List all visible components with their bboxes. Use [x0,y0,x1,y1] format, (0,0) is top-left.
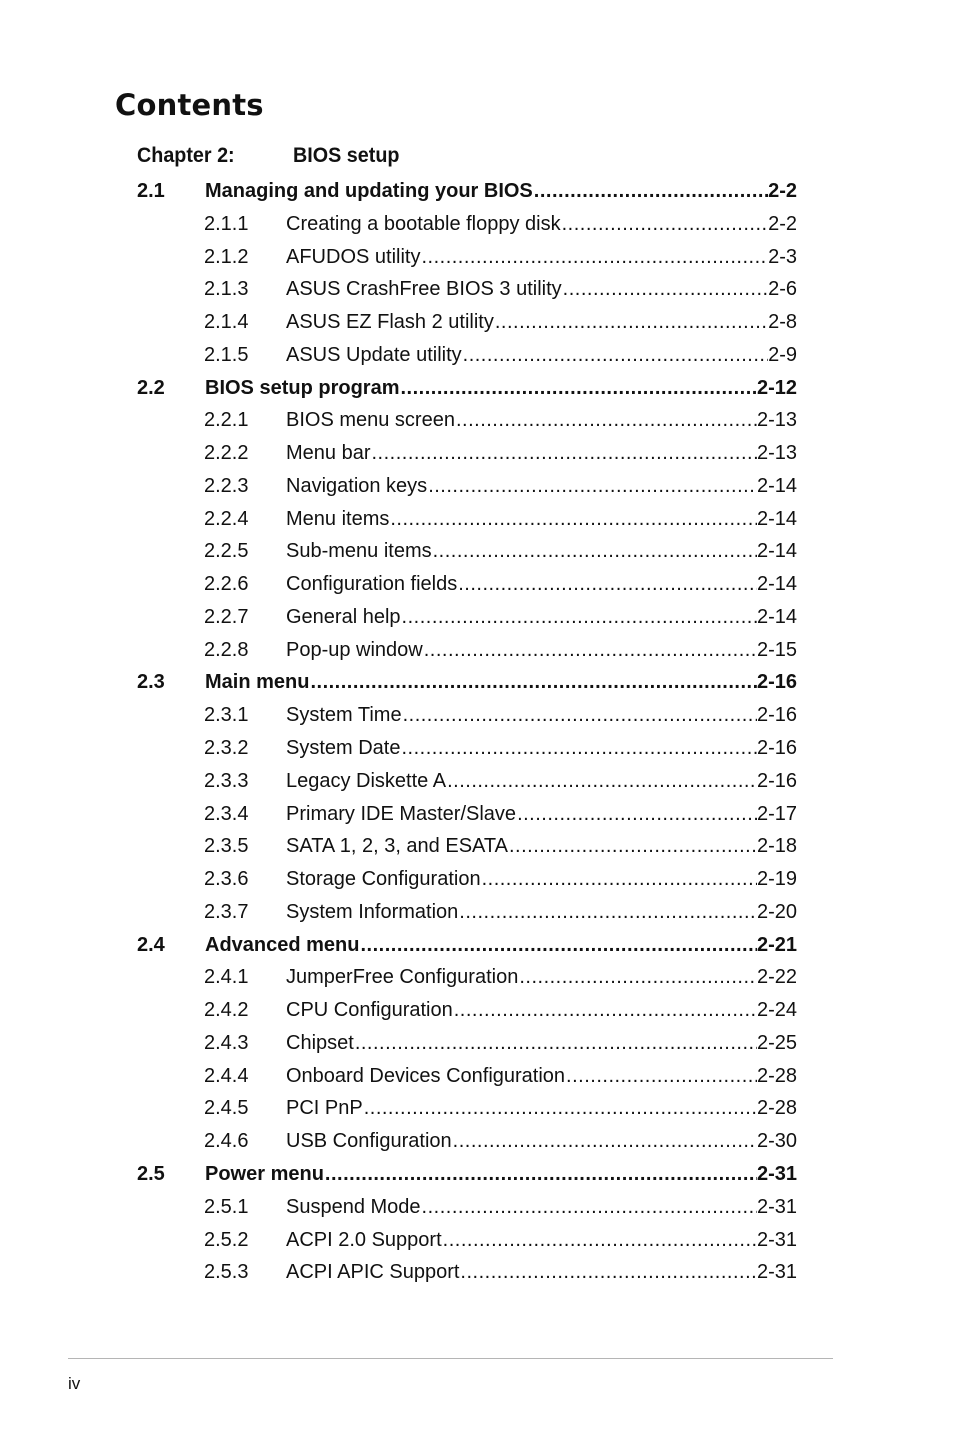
toc-subsection-entry [137,208,797,241]
toc-entry-line [286,470,797,503]
toc-entry-title: Managing and updating your BIOS [205,180,533,202]
toc-entry-page: 2-15 [756,638,797,661]
toc-subsection-entry [137,1060,797,1093]
toc-entry-line [205,175,797,208]
toc-entry-line [286,1191,797,1224]
toc-entry-title: Onboard Devices Configuration [286,1064,566,1087]
toc-subsection-entry [137,404,797,437]
toc-entry-page: 2-31 [756,1195,797,1218]
page-number: iv [68,1374,81,1393]
toc-entry-title: Power menu [205,1162,324,1185]
toc-entry-number: 2.5 [137,1162,165,1185]
toc-entry-page: 2-24 [756,999,797,1022]
toc-entry-number: 2.1 [137,180,165,202]
toc-entry-page: 2-16 [756,671,797,694]
toc-entry-title: Creating a bootable floppy disk [286,212,561,235]
toc-entry-title: ASUS Update utility [286,343,462,366]
toc-entry-page: 2-22 [756,966,797,989]
toc-entry-number: 2.5.2 [204,1228,249,1251]
page-title: Contents [115,88,264,122]
dot-leader [516,798,757,831]
toc-entry-line [286,1027,797,1060]
toc-entry-line [286,863,797,896]
toc-subsection-entry [137,798,797,831]
toc-entry-number: 2.3.6 [204,868,249,891]
dot-leader [562,273,768,306]
toc-entry-title: ASUS EZ Flash 2 utility [286,311,494,334]
toc-entry-title: Configuration fields [286,573,458,596]
toc-entry-page: 2-6 [768,278,797,301]
toc-entry-page: 2-30 [756,1130,797,1153]
dot-leader [354,1027,757,1060]
toc-subsection-entry [137,961,797,994]
dot-leader [402,699,757,732]
toc-entry-number: 2.1.3 [204,278,249,301]
dot-leader [359,929,756,962]
toc-entry-page: 2-14 [756,507,797,530]
toc-entry-line [205,929,797,962]
toc-subsection-entry [137,830,797,863]
toc-entry-line [286,732,797,765]
toc-entry-number: 2.2.8 [204,638,249,661]
table-of-contents [137,175,797,1289]
footer-divider [68,1358,833,1359]
toc-entry-title: Advanced menu [205,933,360,956]
dot-leader [371,437,757,470]
toc-subsection-entry [137,470,797,503]
toc-entry-page: 2-31 [756,1162,797,1185]
chapter-name: BIOS setup [293,144,400,167]
toc-entry-page: 2-13 [756,409,797,432]
toc-entry-page: 2-31 [756,1228,797,1251]
toc-entry-line [286,1224,797,1257]
toc-entry-title: System Date [286,737,401,760]
toc-entry-line [286,404,797,437]
toc-entry-page: 2-16 [756,737,797,760]
toc-entry-title: Menu items [286,507,390,530]
toc-subsection-entry [137,1027,797,1060]
toc-entry-number: 2.1.5 [204,343,249,366]
toc-entry-page: 2-16 [756,769,797,792]
dot-leader [401,601,757,634]
dot-leader [462,339,768,372]
dot-leader [400,732,756,765]
dot-leader [565,1060,757,1093]
toc-entry-page: 2-3 [768,245,797,268]
dot-leader [423,634,757,667]
toc-entry-line [286,601,797,634]
chapter-heading [137,144,399,168]
toc-entry-line [286,273,797,306]
toc-entry-title: Main menu [205,671,310,694]
toc-entry-number: 2.5.3 [204,1261,249,1284]
toc-entry-number: 2.3.3 [204,769,249,792]
toc-subsection-entry [137,863,797,896]
dot-leader [458,896,757,929]
toc-entry-title: BIOS setup program [205,376,400,399]
toc-entry-page: 2-14 [756,474,797,497]
dot-leader [481,863,757,896]
toc-entry-title: General help [286,605,401,628]
toc-entry-number: 2.4 [137,933,165,956]
toc-entry-line [286,1092,797,1125]
toc-entry-title: Storage Configuration [286,868,481,891]
toc-entry-page: 2-18 [756,835,797,858]
dot-leader [442,1224,757,1257]
toc-entry-number: 2.2.1 [204,409,249,432]
toc-subsection-entry [137,634,797,667]
toc-subsection-entry [137,535,797,568]
toc-entry-line [286,798,797,831]
toc-entry-page: 2-14 [756,605,797,628]
toc-entry-number: 2.2 [137,376,165,399]
toc-entry-title: JumperFree Configuration [286,966,519,989]
toc-entry-page: 2-16 [756,704,797,727]
toc-entry-page: 2-8 [768,311,797,334]
toc-entry-title: Suspend Mode [286,1195,421,1218]
toc-entry-number: 2.3.5 [204,835,249,858]
toc-entry-page: 2-12 [756,376,797,399]
dot-leader [459,1256,757,1289]
dot-leader [518,961,757,994]
toc-entry-number: 2.4.5 [204,1097,249,1120]
toc-entry-number: 2.2.2 [204,442,249,465]
toc-entry-title: ACPI APIC Support [286,1261,460,1284]
toc-entry-line [286,961,797,994]
toc-entry-line [286,896,797,929]
toc-entry-title: Pop-up window [286,638,423,661]
toc-entry-number: 2.1.2 [204,245,249,268]
toc-entry-line [286,339,797,372]
toc-entry-line [286,699,797,732]
toc-subsection-entry [137,568,797,601]
toc-section-entry [137,175,797,208]
toc-subsection-entry [137,601,797,634]
toc-entry-line [286,994,797,1027]
toc-entry-page: 2-28 [756,1064,797,1087]
dot-leader [452,1125,757,1158]
toc-entry-number: 2.3 [137,671,165,694]
dot-leader [421,1191,757,1224]
toc-entry-page: 2-9 [768,343,797,366]
dot-leader [561,208,768,241]
toc-entry-line [286,437,797,470]
dot-leader [324,1158,757,1191]
toc-entry-title: BIOS menu screen [286,409,455,432]
dot-leader [457,568,757,601]
toc-entry-title: AFUDOS utility [286,245,421,268]
toc-entry-line [286,503,797,536]
dot-leader [508,830,757,863]
dot-leader [455,404,757,437]
toc-entry-number: 2.3.4 [204,802,249,825]
toc-entry-number: 2.5.1 [204,1195,249,1218]
dot-leader [533,175,768,208]
toc-entry-page: 2-2 [768,180,797,202]
toc-subsection-entry [137,765,797,798]
toc-subsection-entry [137,1125,797,1158]
dot-leader [427,470,757,503]
toc-entry-page: 2-20 [756,900,797,923]
toc-entry-line [286,634,797,667]
toc-entry-title: PCI PnP [286,1097,363,1120]
toc-subsection-entry [137,1092,797,1125]
dot-leader [309,666,757,699]
dot-leader [420,241,768,274]
toc-entry-line [286,241,797,274]
toc-entry-number: 2.2.4 [204,507,249,530]
toc-entry-number: 2.4.4 [204,1064,249,1087]
toc-entry-line [286,208,797,241]
toc-entry-number: 2.4.3 [204,1031,249,1054]
toc-entry-title: CPU Configuration [286,999,453,1022]
toc-entry-line [205,666,797,699]
toc-entry-number: 2.1.4 [204,311,249,334]
toc-subsection-entry [137,241,797,274]
toc-subsection-entry [137,339,797,372]
toc-entry-line [205,1158,797,1191]
toc-entry-title: Navigation keys [286,474,428,497]
dot-leader [494,306,768,339]
toc-entry-page: 2-14 [756,573,797,596]
toc-entry-title: System Time [286,704,402,727]
toc-entry-number: 2.1.1 [204,212,249,235]
toc-subsection-entry [137,503,797,536]
toc-entry-line [286,1060,797,1093]
dot-leader [389,503,757,536]
toc-entry-line [286,535,797,568]
toc-entry-page: 2-21 [756,933,797,956]
toc-entry-title: Menu bar [286,442,371,465]
toc-entry-line [286,1125,797,1158]
toc-entry-number: 2.2.6 [204,573,249,596]
dot-leader [453,994,757,1027]
toc-entry-title: ASUS CrashFree BIOS 3 utility [286,278,562,301]
toc-entry-line [286,830,797,863]
dot-leader [399,372,756,405]
dot-leader [363,1092,757,1125]
toc-section-entry [137,1158,797,1191]
toc-entry-number: 2.3.2 [204,737,249,760]
toc-subsection-entry [137,1256,797,1289]
toc-entry-page: 2-28 [756,1097,797,1120]
toc-entry-page: 2-14 [756,540,797,563]
toc-entry-title: Sub-menu items [286,540,432,563]
toc-entry-title: System Information [286,900,459,923]
toc-entry-number: 2.2.5 [204,540,249,563]
dot-leader [432,535,757,568]
toc-entry-number: 2.4.6 [204,1130,249,1153]
chapter-label: Chapter 2: [137,144,235,167]
toc-entry-number: 2.3.7 [204,900,249,923]
toc-section-entry [137,372,797,405]
toc-entry-title: Chipset [286,1031,354,1054]
dot-leader [446,765,757,798]
toc-entry-page: 2-2 [768,212,797,235]
toc-entry-number: 2.4.2 [204,999,249,1022]
toc-entry-number: 2.3.1 [204,704,249,727]
toc-entry-line [286,306,797,339]
toc-subsection-entry [137,437,797,470]
toc-entry-page: 2-17 [756,802,797,825]
toc-subsection-entry [137,732,797,765]
toc-entry-line [286,1256,797,1289]
toc-subsection-entry [137,1224,797,1257]
toc-entry-page: 2-31 [756,1261,797,1284]
toc-entry-number: 2.4.1 [204,966,249,989]
toc-entry-title: Legacy Diskette A [286,769,447,792]
toc-entry-line [286,765,797,798]
toc-entry-title: Primary IDE Master/Slave [286,802,517,825]
toc-subsection-entry [137,1191,797,1224]
toc-entry-page: 2-25 [756,1031,797,1054]
toc-entry-line [205,372,797,405]
toc-subsection-entry [137,699,797,732]
toc-entry-number: 2.2.7 [204,605,249,628]
toc-section-entry [137,929,797,962]
toc-entry-page: 2-19 [756,868,797,891]
toc-subsection-entry [137,273,797,306]
toc-entry-title: USB Configuration [286,1130,452,1153]
toc-subsection-entry [137,896,797,929]
toc-section-entry [137,666,797,699]
toc-entry-title: ACPI 2.0 Support [286,1228,442,1251]
toc-subsection-entry [137,306,797,339]
toc-entry-page: 2-13 [756,442,797,465]
toc-entry-title: SATA 1, 2, 3, and ESATA [286,835,508,858]
toc-entry-line [286,568,797,601]
toc-subsection-entry [137,994,797,1027]
toc-entry-number: 2.2.3 [204,474,249,497]
